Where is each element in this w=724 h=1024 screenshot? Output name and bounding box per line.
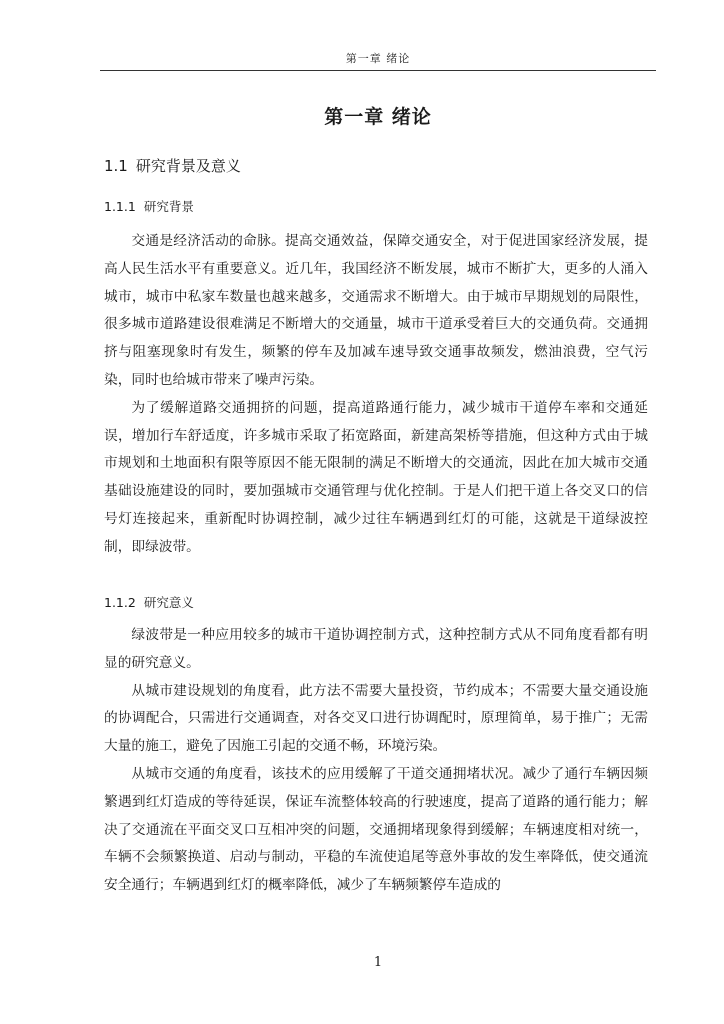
subsection-title: 研究背景 bbox=[143, 199, 194, 214]
subsection-title: 研究意义 bbox=[143, 595, 194, 610]
paragraph: 从城市交通的角度看，该技术的应用缓解了干道交通拥堵状况。减少了通行车辆因频繁遇到红灯造成的等待延误，保证车流整体较高的行驶速度，提高了道路的通行能力；解决了交通流在平面交叉口互相冲突的问题，交通拥堵现象得到缓解；车辆速度相对统一，车辆不会频繁换道、启动与制动，平稳的车流使追尾等意外事故的发生率降低，使交通流安全通行；车辆遇到红灯的概率降低，减少了车辆频繁停车造成的 bbox=[104, 765, 648, 894]
body-text-research-background bbox=[104, 228, 648, 562]
subsection-number: 1.1.2 bbox=[104, 595, 136, 610]
body-text-research-significance bbox=[104, 622, 648, 900]
chapter-title: 第一章 绪论 bbox=[324, 106, 432, 128]
header-rule bbox=[100, 70, 656, 71]
subsection-number: 1.1.1 bbox=[104, 199, 136, 214]
section-heading-1-1 bbox=[104, 156, 241, 176]
paragraph: 交通是经济活动的命脉。提高交通效益，保障交通安全，对于促进国家经济发展，提高人民生活水平有重要意义。近几年，我国经济不断发展，城市不断扩大，更多的人涌入城市，城市中私家车数量也越来越多，交通需求不断增大。由于城市早期规划的局限性，很多城市道路建设很难满足不断增大的交通量，城市干道承受着巨大的交通负荷。交通拥挤与阻塞现象时有发生，频繁的停车及加减车速导致交通事故频发，燃油浪费，空气污染，同时也给城市带来了噪声污染。 bbox=[104, 233, 648, 388]
paragraph: 从城市建设规划的角度看，此方法不需要大量投资，节约成本；不需要大量交通设施的协调配合，只需进行交通调查，对各交叉口进行协调配时，原理简单，易于推广；无需大量的施工，避免了因施工引起的交通不畅，环境污染。 bbox=[104, 682, 648, 755]
paragraph: 为了缓解道路交通拥挤的问题，提高道路通行能力，减少城市干道停车率和交通延误，增加行车舒适度，许多城市采取了拓宽路面，新建高架桥等措施，但这种方式由于城市规划和土地面积有限等原因不能无限制的满足不断增大的交通流，因此在加大城市交通基础设施建设的同时，要加强城市交通管理与优化控制。于是人们把干道上各交叉口的信号灯连接起来，重新配时协调控制，减少过往车辆遇到红灯的可能，这就是干道绿波控制，即绿波带。 bbox=[104, 399, 648, 555]
section-number: 1.1 bbox=[104, 157, 128, 175]
page-number: 1 bbox=[373, 955, 383, 970]
section-title: 研究背景及意义 bbox=[135, 157, 241, 175]
subsection-heading-1-1-1 bbox=[104, 198, 194, 216]
running-header: 第一章 绪论 bbox=[345, 52, 411, 65]
subsection-heading-1-1-2 bbox=[104, 594, 194, 612]
paragraph: 绿波带是一种应用较多的城市干道协调控制方式，这种控制方式从不同角度看都有明显的研究意义。 bbox=[104, 627, 648, 671]
